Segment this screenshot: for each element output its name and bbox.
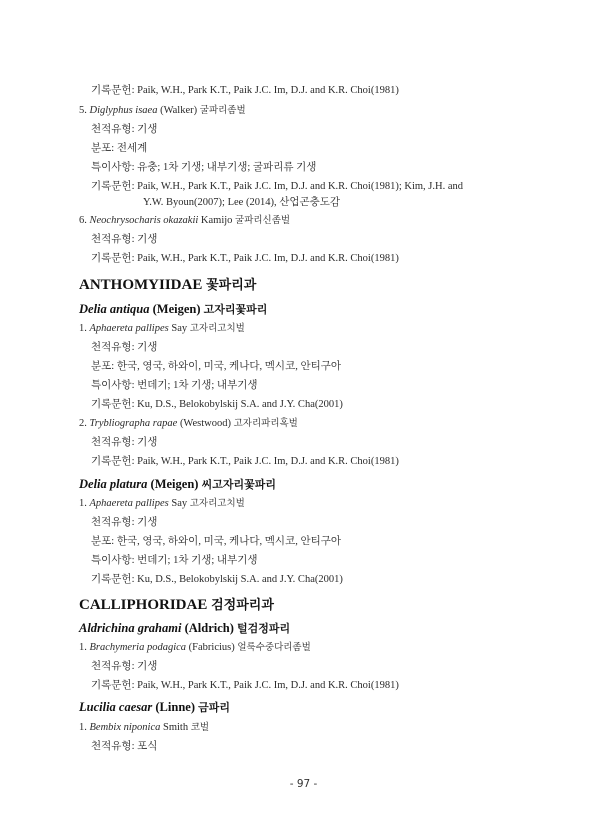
scientific-name: Aphaereta pallipes — [89, 323, 169, 334]
host-scientific-name: Aldrichina grahami — [79, 621, 182, 635]
host-scientific-name: Lucilia caesar — [79, 700, 153, 714]
host-species-heading — [79, 620, 290, 637]
korean-name: 코벌 — [190, 722, 210, 733]
author: (Fabricius) — [188, 642, 235, 653]
family-korean-name: 꽃파리과 — [206, 278, 257, 293]
record-line: 기록문헌: Paik, W.H., Park K.T., Paik J.C. Im, D.J. and K.R. Choi(1981) — [91, 456, 399, 467]
parasitoid-entry — [79, 641, 311, 655]
record-line: 기록문헌: Paik, W.H., Park K.T., Paik J.C. Im, D.J. and K.R. Choi(1981) — [91, 85, 399, 96]
host-author: (Aldrich) — [184, 621, 234, 635]
enemy-type-line: 천적유형: 기생 — [91, 124, 158, 135]
family-name: CALLIPHORIDAE — [79, 597, 208, 613]
host-korean-name: 고자리꽃파리 — [203, 303, 268, 316]
scientific-name: Diglyphus isaea — [89, 105, 158, 116]
entry-number: 1. — [79, 722, 87, 733]
parasitoid-entry — [79, 417, 298, 431]
enemy-type-line: 천적유형: 기생 — [91, 234, 158, 245]
page-number: - 97 - — [289, 778, 318, 790]
notes-line: 특이사항: 번데기; 1차 기생; 내부기생 — [91, 380, 258, 391]
entry-number: 1. — [79, 323, 87, 334]
entry-number: 1. — [79, 498, 87, 509]
author: Kamijo — [200, 215, 233, 226]
notes-line: 특이사항: 유충; 1차 기생; 내부기생; 굴파리류 기생 — [91, 162, 317, 173]
korean-name: 고자리파리혹벌 — [233, 418, 298, 429]
host-scientific-name: Delia platura — [79, 477, 148, 491]
host-species-heading — [79, 699, 230, 716]
host-korean-name: 금파리 — [198, 701, 230, 714]
korean-name: 굴파리좀벌 — [199, 105, 246, 116]
record-line-continued: Y.W. Byoun(2007); Lee (2014), 산업곤충도감 — [143, 197, 341, 208]
author: Smith — [162, 722, 189, 733]
host-author: (Meigen) — [152, 302, 201, 316]
scientific-name: Trybliographa rapae — [89, 418, 178, 429]
author: (Westwood) — [179, 418, 231, 429]
scientific-name: Brachymeria podagica — [89, 642, 187, 653]
distribution-line: 분포: 전세계 — [91, 143, 148, 154]
host-scientific-name: Delia antiqua — [79, 302, 150, 316]
parasitoid-entry — [79, 721, 209, 735]
host-author: (Linne) — [155, 700, 195, 714]
distribution-line: 분포: 한국, 영국, 하와이, 미국, 케나다, 멕시코, 안티구아 — [91, 361, 342, 372]
korean-name: 고자리고치벌 — [189, 498, 245, 509]
parasitoid-entry — [79, 214, 290, 228]
entry-number: 6. — [79, 215, 87, 226]
author: (Walker) — [160, 105, 198, 116]
scientific-name: Neochrysocharis okazakii — [89, 215, 199, 226]
record-line: 기록문헌: Ku, D.S., Belokobylskij S.A. and J.Y. Cha(2001) — [91, 399, 343, 410]
host-korean-name: 씨고자리꽃파리 — [201, 478, 276, 491]
notes-line: 특이사항: 번데기; 1차 기생; 내부기생 — [91, 555, 258, 566]
parasitoid-entry — [79, 104, 246, 118]
enemy-type-line: 천적유형: 기생 — [91, 437, 158, 448]
author: Say — [171, 498, 188, 509]
enemy-type-line: 천적유형: 기생 — [91, 661, 158, 672]
korean-name: 굴파리신좀벌 — [235, 215, 291, 226]
entry-number: 2. — [79, 418, 87, 429]
record-line: 기록문헌: Paik, W.H., Park K.T., Paik J.C. Im, D.J. and K.R. Choi(1981) — [91, 253, 399, 264]
host-species-heading — [79, 476, 276, 493]
scientific-name: Aphaereta pallipes — [89, 498, 169, 509]
family-name: ANTHOMYIIDAE — [79, 277, 203, 293]
korean-name: 얼룩수중다리좀벌 — [237, 642, 311, 653]
record-line: 기록문헌: Ku, D.S., Belokobylskij S.A. and J.Y. Cha(2001) — [91, 574, 343, 585]
distribution-line: 분포: 한국, 영국, 하와이, 미국, 케나다, 멕시코, 안티구아 — [91, 536, 342, 547]
family-heading — [79, 276, 256, 295]
author: Say — [171, 323, 188, 334]
parasitoid-entry — [79, 322, 245, 336]
record-line: 기록문헌: Paik, W.H., Park K.T., Paik J.C. Im, D.J. and K.R. Choi(1981) — [91, 680, 399, 691]
korean-name: 고자리고치벌 — [189, 323, 245, 334]
host-korean-name: 털검정파리 — [237, 622, 291, 635]
family-korean-name: 검정파리과 — [211, 598, 274, 613]
family-heading — [79, 596, 274, 615]
entry-number: 5. — [79, 105, 87, 116]
host-author: (Meigen) — [150, 477, 199, 491]
enemy-type-line: 천적유형: 포식 — [91, 741, 158, 752]
parasitoid-entry — [79, 497, 245, 511]
enemy-type-line: 천적유형: 기생 — [91, 517, 158, 528]
record-line: 기록문헌: Paik, W.H., Park K.T., Paik J.C. Im, D.J. and K.R. Choi(1981); Kim, J.H. and — [91, 181, 463, 192]
scientific-name: Bembix niponica — [89, 722, 161, 733]
host-species-heading — [79, 301, 267, 318]
enemy-type-line: 천적유형: 기생 — [91, 342, 158, 353]
entry-number: 1. — [79, 642, 87, 653]
